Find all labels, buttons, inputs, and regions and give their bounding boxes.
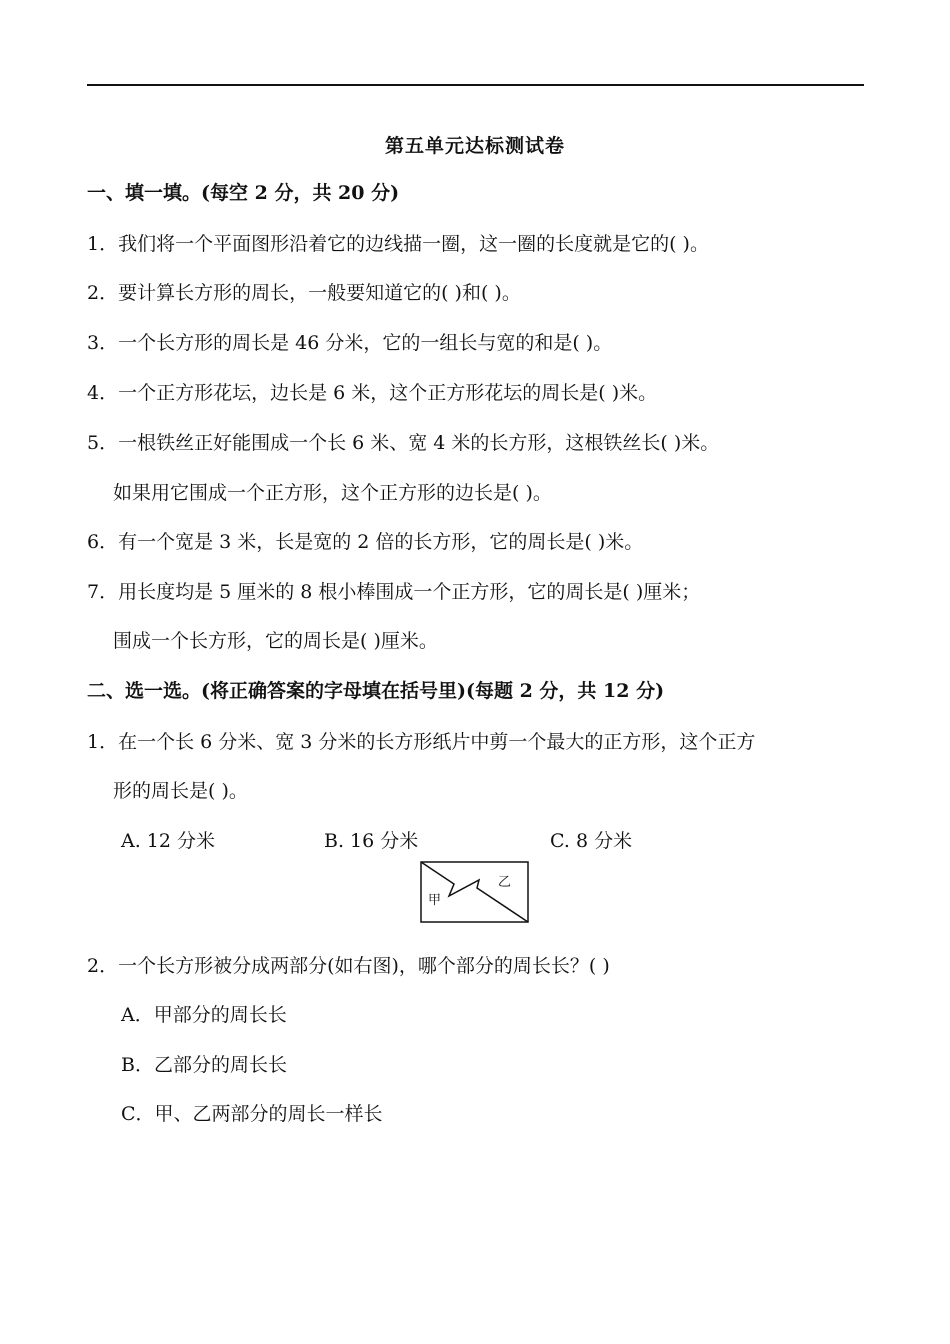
s1-line-1: 1．我们将一个平面图形沿着它的边线描一圈，这一圈的长度就是它的( )。 xyxy=(87,233,709,255)
s1-line-7: 7．用长度均是 5 厘米的 8 根小棒围成一个正方形，它的周长是( )厘米； xyxy=(87,581,701,603)
q2-option-b: B．乙部分的周长长 xyxy=(121,1054,287,1076)
s1-line-5b: 如果用它围成一个正方形，这个正方形的边长是( )。 xyxy=(113,482,552,504)
rectangle-split-figure xyxy=(418,858,530,926)
section1-heading: 一、填一填。(每空 2 分，共 20 分) xyxy=(87,182,400,204)
q2-option-c: C．甲、乙两部分的周长一样长 xyxy=(121,1103,383,1125)
s1-line-5: 5．一根铁丝正好能围成一个长 6 米、宽 4 米的长方形，这根铁丝长( )米。 xyxy=(87,432,720,454)
q2-option-a: A．甲部分的周长长 xyxy=(121,1004,287,1026)
q1-option-a: A. 12 分米 xyxy=(121,830,216,852)
s1-line-6: 6．有一个宽是 3 米，长是宽的 2 倍的长方形，它的周长是( )米。 xyxy=(87,531,644,553)
top-rule xyxy=(87,84,864,86)
s2-q2-line: 2．一个长方形被分成两部分(如右图)，哪个部分的周长长？( ) xyxy=(87,955,610,977)
s2-q1-line-1: 1．在一个长 6 分米、宽 3 分米的长方形纸片中剪一个最大的正方形，这个正方 xyxy=(87,731,756,753)
figure-label-yi: 乙 xyxy=(498,875,512,890)
s1-line-3: 3．一个长方形的周长是 46 分米，它的一组长与宽的和是( )。 xyxy=(87,332,613,354)
figure-outline xyxy=(421,862,528,922)
s1-line-2: 2．要计算长方形的周长，一般要知道它的( )和( )。 xyxy=(87,282,521,304)
page-title: 第五单元达标测试卷 xyxy=(384,135,565,157)
figure-label-jia: 甲 xyxy=(428,893,442,908)
s1-line-4: 4．一个正方形花坛，边长是 6 米，这个正方形花坛的周长是( )米。 xyxy=(87,382,658,404)
q1-option-c: C. 8 分米 xyxy=(550,830,633,852)
s1-line-7b: 围成一个长方形，它的周长是( )厘米。 xyxy=(113,630,438,652)
q1-option-b: B. 16 分米 xyxy=(324,830,419,852)
s2-q1-line-2: 形的周长是( )。 xyxy=(113,780,248,802)
section2-heading: 二、选一选。(将正确答案的字母填在括号里)(每题 2 分，共 12 分) xyxy=(87,680,665,702)
